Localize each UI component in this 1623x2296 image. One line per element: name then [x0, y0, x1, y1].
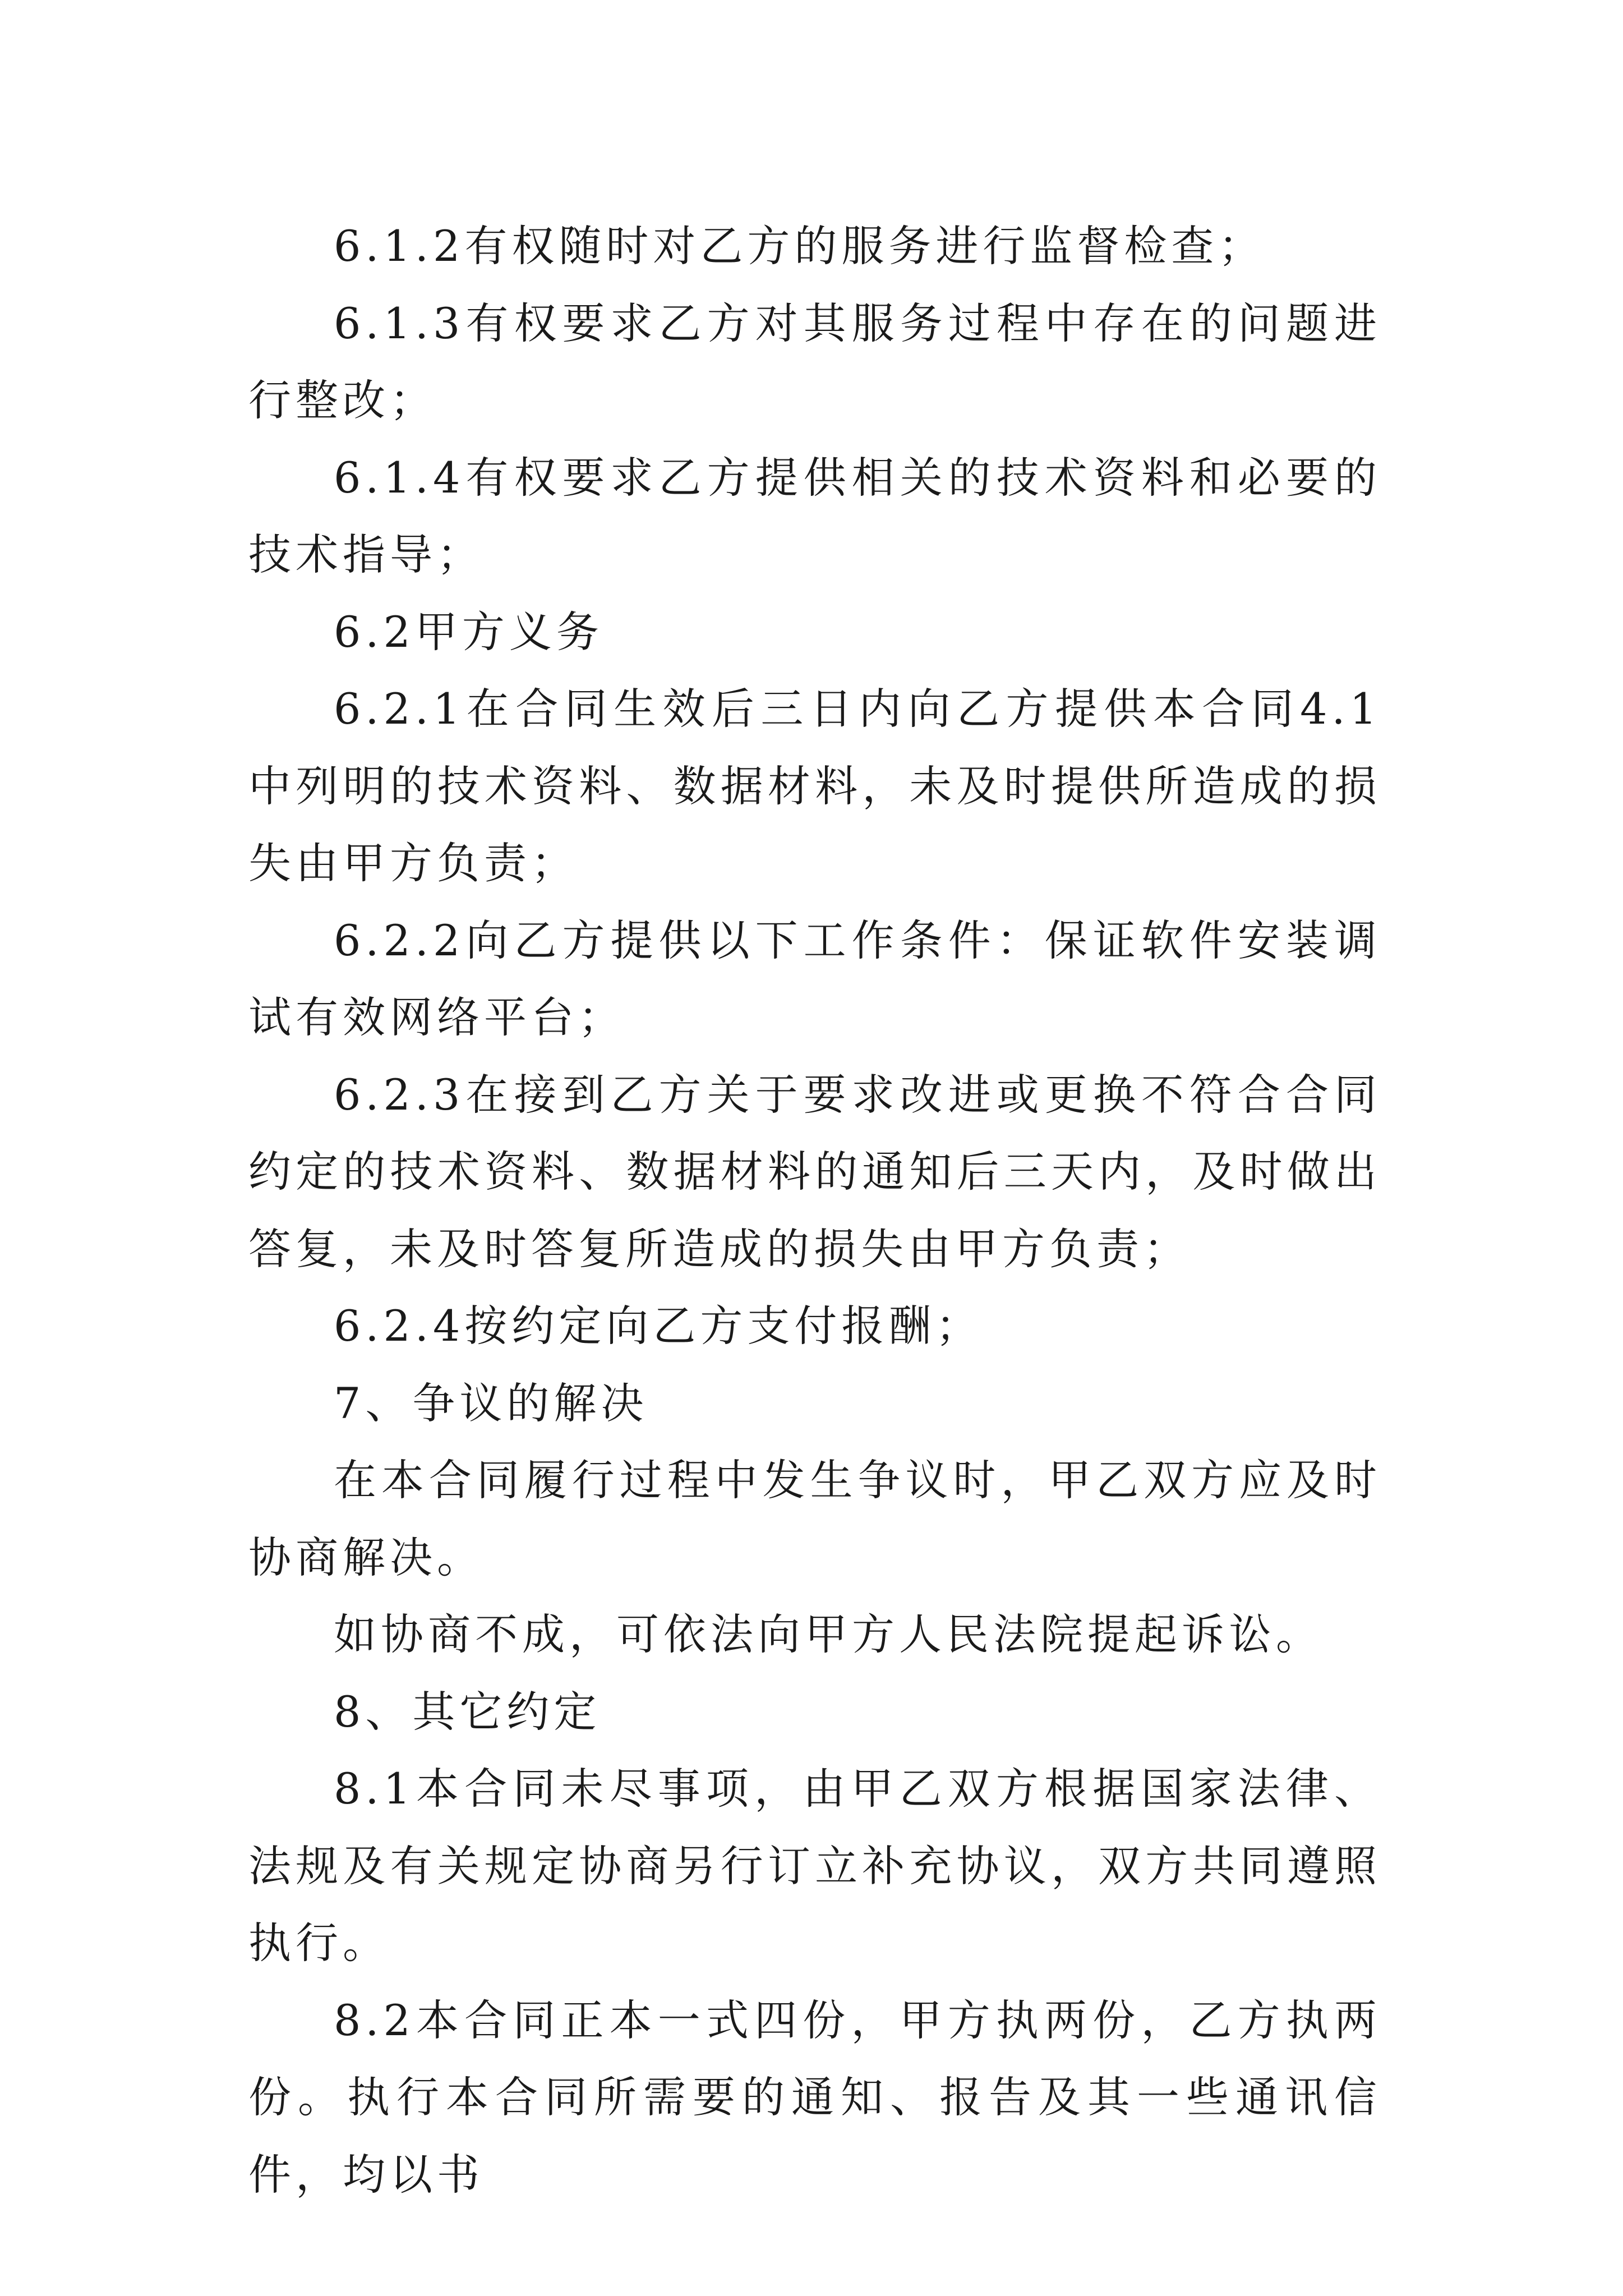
clause-8-1: 8.1本合同未尽事项，由甲乙双方根据国家法律、法规及有关规定协商另行订立补充协议，双方共同遵照执行。 [248, 1764, 1381, 1968]
clause-8-2: 8.2本合同正本一式四份，甲方执两份，乙方执两份。执行本合同所需要的通知、报告及其一些通讯信件，均以书 [248, 1995, 1381, 2200]
dispute-paragraph-2: 如协商不成，可依法向甲方人民法院提起诉讼。 [334, 1609, 1323, 1659]
section-6-2-heading: 6.2甲方义务 [334, 606, 603, 657]
dispute-paragraph-1: 在本合同履行过程中发生争议时，甲乙双方应及时协商解决。 [248, 1455, 1381, 1582]
clause-6-1-3: 6.1.3有权要求乙方对其服务过程中存在的问题进行整改； [248, 298, 1381, 425]
clause-6-2-2: 6.2.2向乙方提供以下工作条件：保证软件安装调试有效网络平台； [248, 915, 1381, 1042]
clause-6-1-4: 6.1.4有权要求乙方提供相关的技术资料和必要的技术指导； [248, 452, 1381, 579]
clause-6-2-1: 6.2.1在合同生效后三日内向乙方提供本合同4.1中列明的技术资料、数据材料，未及时提供所造成的损失由甲方负责； [248, 684, 1381, 888]
document-body [248, 208, 1381, 2213]
clause-6-2-4: 6.2.4按约定向乙方支付报酬； [334, 1301, 983, 1351]
section-8-heading: 8、其它约定 [334, 1686, 601, 1737]
section-7-heading: 7、争议的解决 [334, 1378, 648, 1428]
clause-6-1-2: 6.1.2有权随时对乙方的服务进行监督检查； [334, 221, 1266, 271]
clause-6-2-3: 6.2.3在接到乙方关于要求改进或更换不符合合同约定的技术资料、数据材料的通知后三天内，及时做出答复，未及时答复所造成的损失由甲方负责； [248, 1069, 1381, 1274]
